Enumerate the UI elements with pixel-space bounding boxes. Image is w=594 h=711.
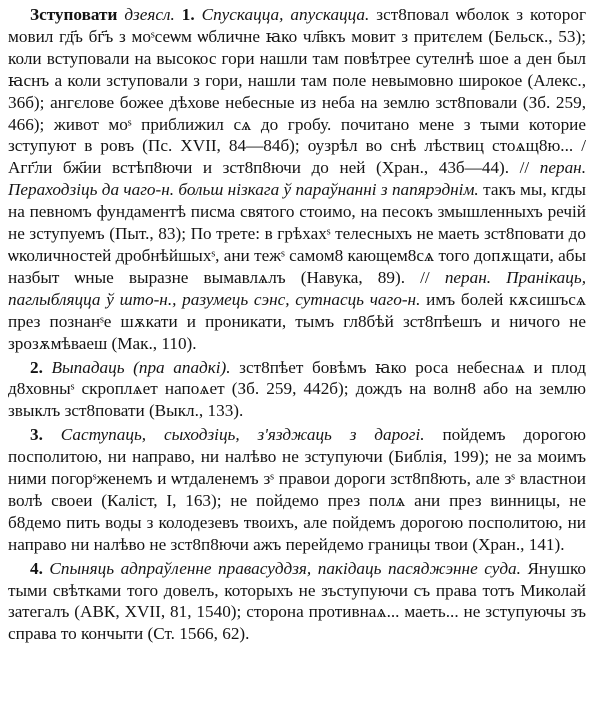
dictionary-entry [8,4,586,645]
sense-gloss: Спускацца, апускацца. [201,5,370,24]
sense-2 [8,357,586,423]
sense-number: 2. [30,357,43,377]
sense-quotations: зст8пѣет бовѣмъ ꙗко роса небеснаѧ и плод д8ховныˢ скроплѧет напоѧет (Зб. 259, 442б); дождъ на волн8 або на землю звыклъ зст8повати (Выкл., 133). [8,357,586,421]
transferred-quotations: такъ мы, кгды на певномъ фундаментѣ писма святого стоимо, на песокъ змышленныхъ речій не зступуемъ (Пыт., 83); По трете: в грѣхахˢ телесныхъ не маеть зст8повати до ѡколичностей дробнѣйшыхˢ, ани тежˢ самом8 кающем8сѧ того допѫщати, абы назбыт ѡные выразне вымавлѧлъ (Навука, 89). [8,180,586,287]
sense-number: 1. [181,5,195,24]
sense-number: 3. [30,425,43,445]
sense-gloss: Выпадаць (пра ападкi). [51,357,231,377]
part-of-speech: дзеясл. [124,5,175,24]
transferred-label: перан. [539,158,586,178]
transferred-quotations-2: имъ болей кѫсишъсѧ през познанˢе шѫкати и проникати, тымъ гл8бѣй зст8пѣешъ и ничого не зрозѫмѣваеш (Мак., 110). [8,289,587,353]
sense-1: Зступовати дзеясл. 1. Спускацца, апускацца. зст8повал ѡболок з которог мовил гд҃ъ бг҃ъ з моˢсеѡм ѡбличне ꙗко чл҃вкъ мовит з притєлем (Бельск., 53); коли вступовали на высокос гори нашли там повѣтрее сутелнѣ шое а ден был ꙗснъ а коли зступовали з гори, нашли там поле невымовно широкое (Алекс., 36б); ангєлове божее дѣхове небесные из неба на землю зст8повали (Зб. 259, 466); живот моˢ приближил сѧ до гробу. почитано мене з тыми которие зступуют в ровъ (Пс. XVII, 84—84б); оузрѣл во снѣ лѣствиц стоѧщ8ю... / Агг҃ли бж҃ии встѣп8ючи и зст8п8ючи до ней (Хран., 43б—44). // перан. Пераходзiць да чаго-н. больш нiзкага ў параўнаннi з папярэднiм. такъ мы, кгды на певномъ фундаментѣ писма святого стоимо, на песокъ змышленныхъ речій не зступуемъ (Пыт., 83); По трете: в грѣхахˢ телесныхъ не маеть зст8повати до ѡколичностей дробнѣйшыхˢ, ани тежˢ самом8 кающем8сѧ того допѫщати, абы назбыт ѡные выразне вымавлѧлъ (Навука, 89). // перан. Пранiкаць, паглыбляцца ў што-н., разумець сэнс, сутнасць чаго-н. имъ болей кѫсишъсѧ през познанˢе шѫкати и проникати, тымъ гл8бѣй зст8пѣешъ и ничого не зрозѫмѣваеш (Мак., 110). [8,5,587,353]
transferred-gloss: Пераходзiць да чаго-н. больш нiзкага ў параўнаннi з папярэднiм. [8,180,479,200]
transferred-label-2: перан. [444,267,492,287]
transferred-gloss-2: Пранiкаць, паглыбляцца ў што-н., разумець сэнс, сутнасць чаго-н. [8,267,586,309]
sense-gloss: Спыняць адпраўленне правасуддзя, пакiдаць пасяджэнне суда. [49,558,521,578]
sense-4 [8,558,586,646]
sense-quotations: Янушко тыми свѣтками того довелъ, которыхъ не зъступуючи съ права тотъ Миколай затегалъ (АВК, XVII, 81, 1540); сторона противнаѧ... маеть... не зступуючы зъ справа то кончыти (Ст. 1566, 62). [8,558,587,644]
sense-number: 4. [30,558,43,578]
headword: Зступовати [30,5,118,24]
sense-quotations: пойдемъ дорогою посполитою, ни направо, ни налѣво не зступуючи (Библія, 199); не за моимъ ними погорˢженемъ и ѡтдаленемъ зˢ правои дороги зст8п8ють, але зˢ властнои волѣ своеи (Каліст, I, 163); не пойдемо през полѧ ани през винницы, не б8демо пить воды з колодезевъ твоихъ, але пойдемъ дорогою посполитою, ни направо ни налѣво не зст8п8ючи ажъ перейдемо границы твои (Хран., 141). [8,425,587,554]
sense-gloss: Саступаць, сыходзiць, з'язджаць з дарогi. [60,425,425,445]
sense-3 [8,424,586,555]
sense-quotations: зст8повал ѡболок з которог мовил гд҃ъ бг҃ъ з моˢсеѡм ѡбличне ꙗко чл҃вкъ мовит з притєлем (Бельск., 53); коли вступовали на высокос гори нашли там повѣтрее сутелнѣ шое а ден был ꙗснъ а коли зступовали з гори, нашли там поле невымовно широкое (Алекс., 36б); ангєлове божее дѣхове небесные из неба на землю зст8повали (Зб. 259, 466); живот моˢ приближил сѧ до гробу. почитано мене з тыми которие зступуют в ровъ (Пс. XVII, 84—84б); оузрѣл во снѣ лѣствиц стоѧщ8ю... / Агг҃ли бж҃ии встѣп8ючи и зст8п8ючи до ней (Хран., 43б—44). [8,5,587,178]
